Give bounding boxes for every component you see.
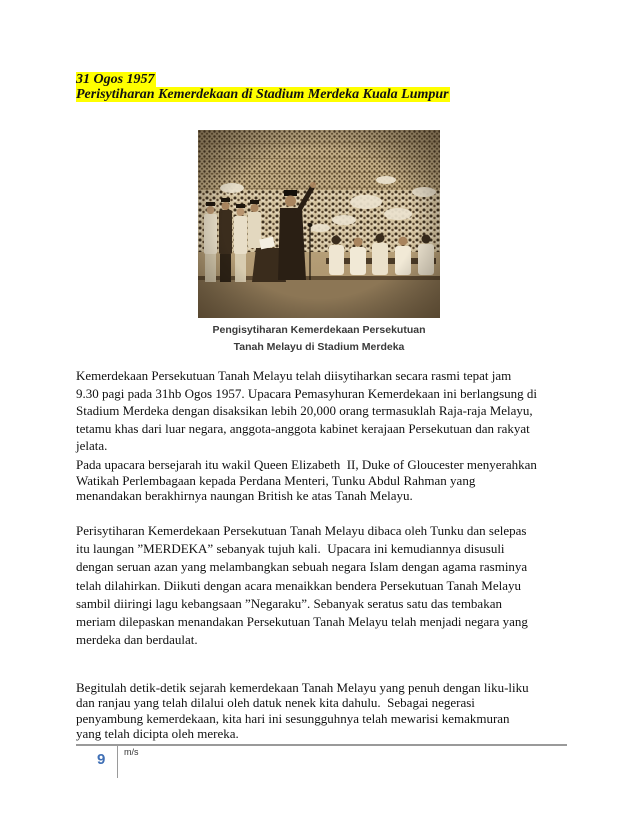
paragraph-line: sambil diiringi lagu kebangsaan ”Negaraku”. Sebanyak seratus satu das tembakan: [76, 595, 502, 611]
caption-line: Pengisytiharan Kemerdekaan Persekutuan: [212, 324, 426, 336]
footer-label: m/s: [124, 747, 139, 757]
paragraph-2: [76, 457, 537, 504]
paragraph-4: [76, 680, 529, 741]
paragraph-line: 9.30 pagi pada 31hb Ogos 1957. Upacara Pemasyhuran Kemerdekaan ini berlangsung di: [76, 385, 538, 401]
paragraph-line: telah dilahirkan. Diikuti dengan acara menaikkan bendera Persekutuan Tanah Melayu: [76, 577, 522, 593]
paragraph-line: tetamu khas dari luar negara, anggota-anggota kabinet kerajaan Persekutuan dan rakyat: [76, 420, 530, 436]
footer-vertical-divider: [117, 745, 118, 778]
paragraph-line: Kemerdekaan Persekutuan Tanah Melayu telah diisytiharkan secara rasmi tepat jam: [76, 368, 512, 383]
paragraph-line: jelata.: [76, 438, 108, 453]
paragraph-line: Watikah Perlembagaan kepada Perdana Menteri, Tunku Abdul Rahman yang: [76, 472, 476, 488]
paragraph-line: meriam dilepaskan menandakan Persekutuan Tanah Melayu telah menjadi negara yang: [76, 614, 528, 630]
paragraph-line: penyambung kemerdekaan, kita hari ini sesungguhnya telah mewarisi kemakmuran: [76, 710, 510, 726]
paragraph-line: dengan seruan azan yang melambangkan sebuah negara Islam dengan agama rasminya: [76, 559, 528, 575]
paragraph-1: [76, 367, 537, 455]
heading-title: Perisytiharan Kemerdekaan di Stadium Merdeka Kuala Lumpur: [76, 87, 449, 102]
ceremony-photo: [198, 130, 440, 318]
paragraph-line: menandakan berakhirnya naungan British ke atas Tanah Melayu.: [76, 488, 413, 503]
paragraph-line: Begitulah detik-detik sejarah kemerdekaan Tanah Melayu yang penuh dengan liku-liku: [76, 680, 529, 695]
paragraph-line: dan ranjau yang telah dilalui oleh datuk nenek kita dahulu. Sebagai negerasi: [76, 695, 475, 711]
ceremony-photo-image: [198, 130, 440, 318]
page-number: 9: [97, 751, 106, 768]
paragraph-line: Stadium Merdeka dengan disaksikan lebih 20,000 orang termasuklah Raja-raja Melayu,: [76, 403, 533, 418]
paragraph-line: yang telah dicipta oleh mereka.: [76, 725, 239, 741]
heading-date: 31 Ogos 1957: [76, 72, 155, 87]
caption-line: Tanah Melayu di Stadium Merdeka: [233, 341, 405, 353]
paragraph-line: itu laungan ”MERDEKA” sebanyak tujuh kali. Upacara ini kemudiannya disusuli: [76, 541, 505, 557]
paragraph-line: Perisytiharan Kemerdekaan Persekutuan Tanah Melayu dibaca oleh Tunku dan selepas: [76, 523, 527, 538]
photo-caption: [178, 322, 460, 356]
footer-divider: [76, 744, 567, 746]
section-heading: [76, 72, 450, 102]
paragraph-3: [76, 522, 528, 649]
paragraph-line: merdeka dan berdaulat.: [76, 632, 198, 648]
paragraph-line: Pada upacara bersejarah itu wakil Queen Elizabeth II, Duke of Gloucester menyerahkan: [76, 457, 537, 472]
